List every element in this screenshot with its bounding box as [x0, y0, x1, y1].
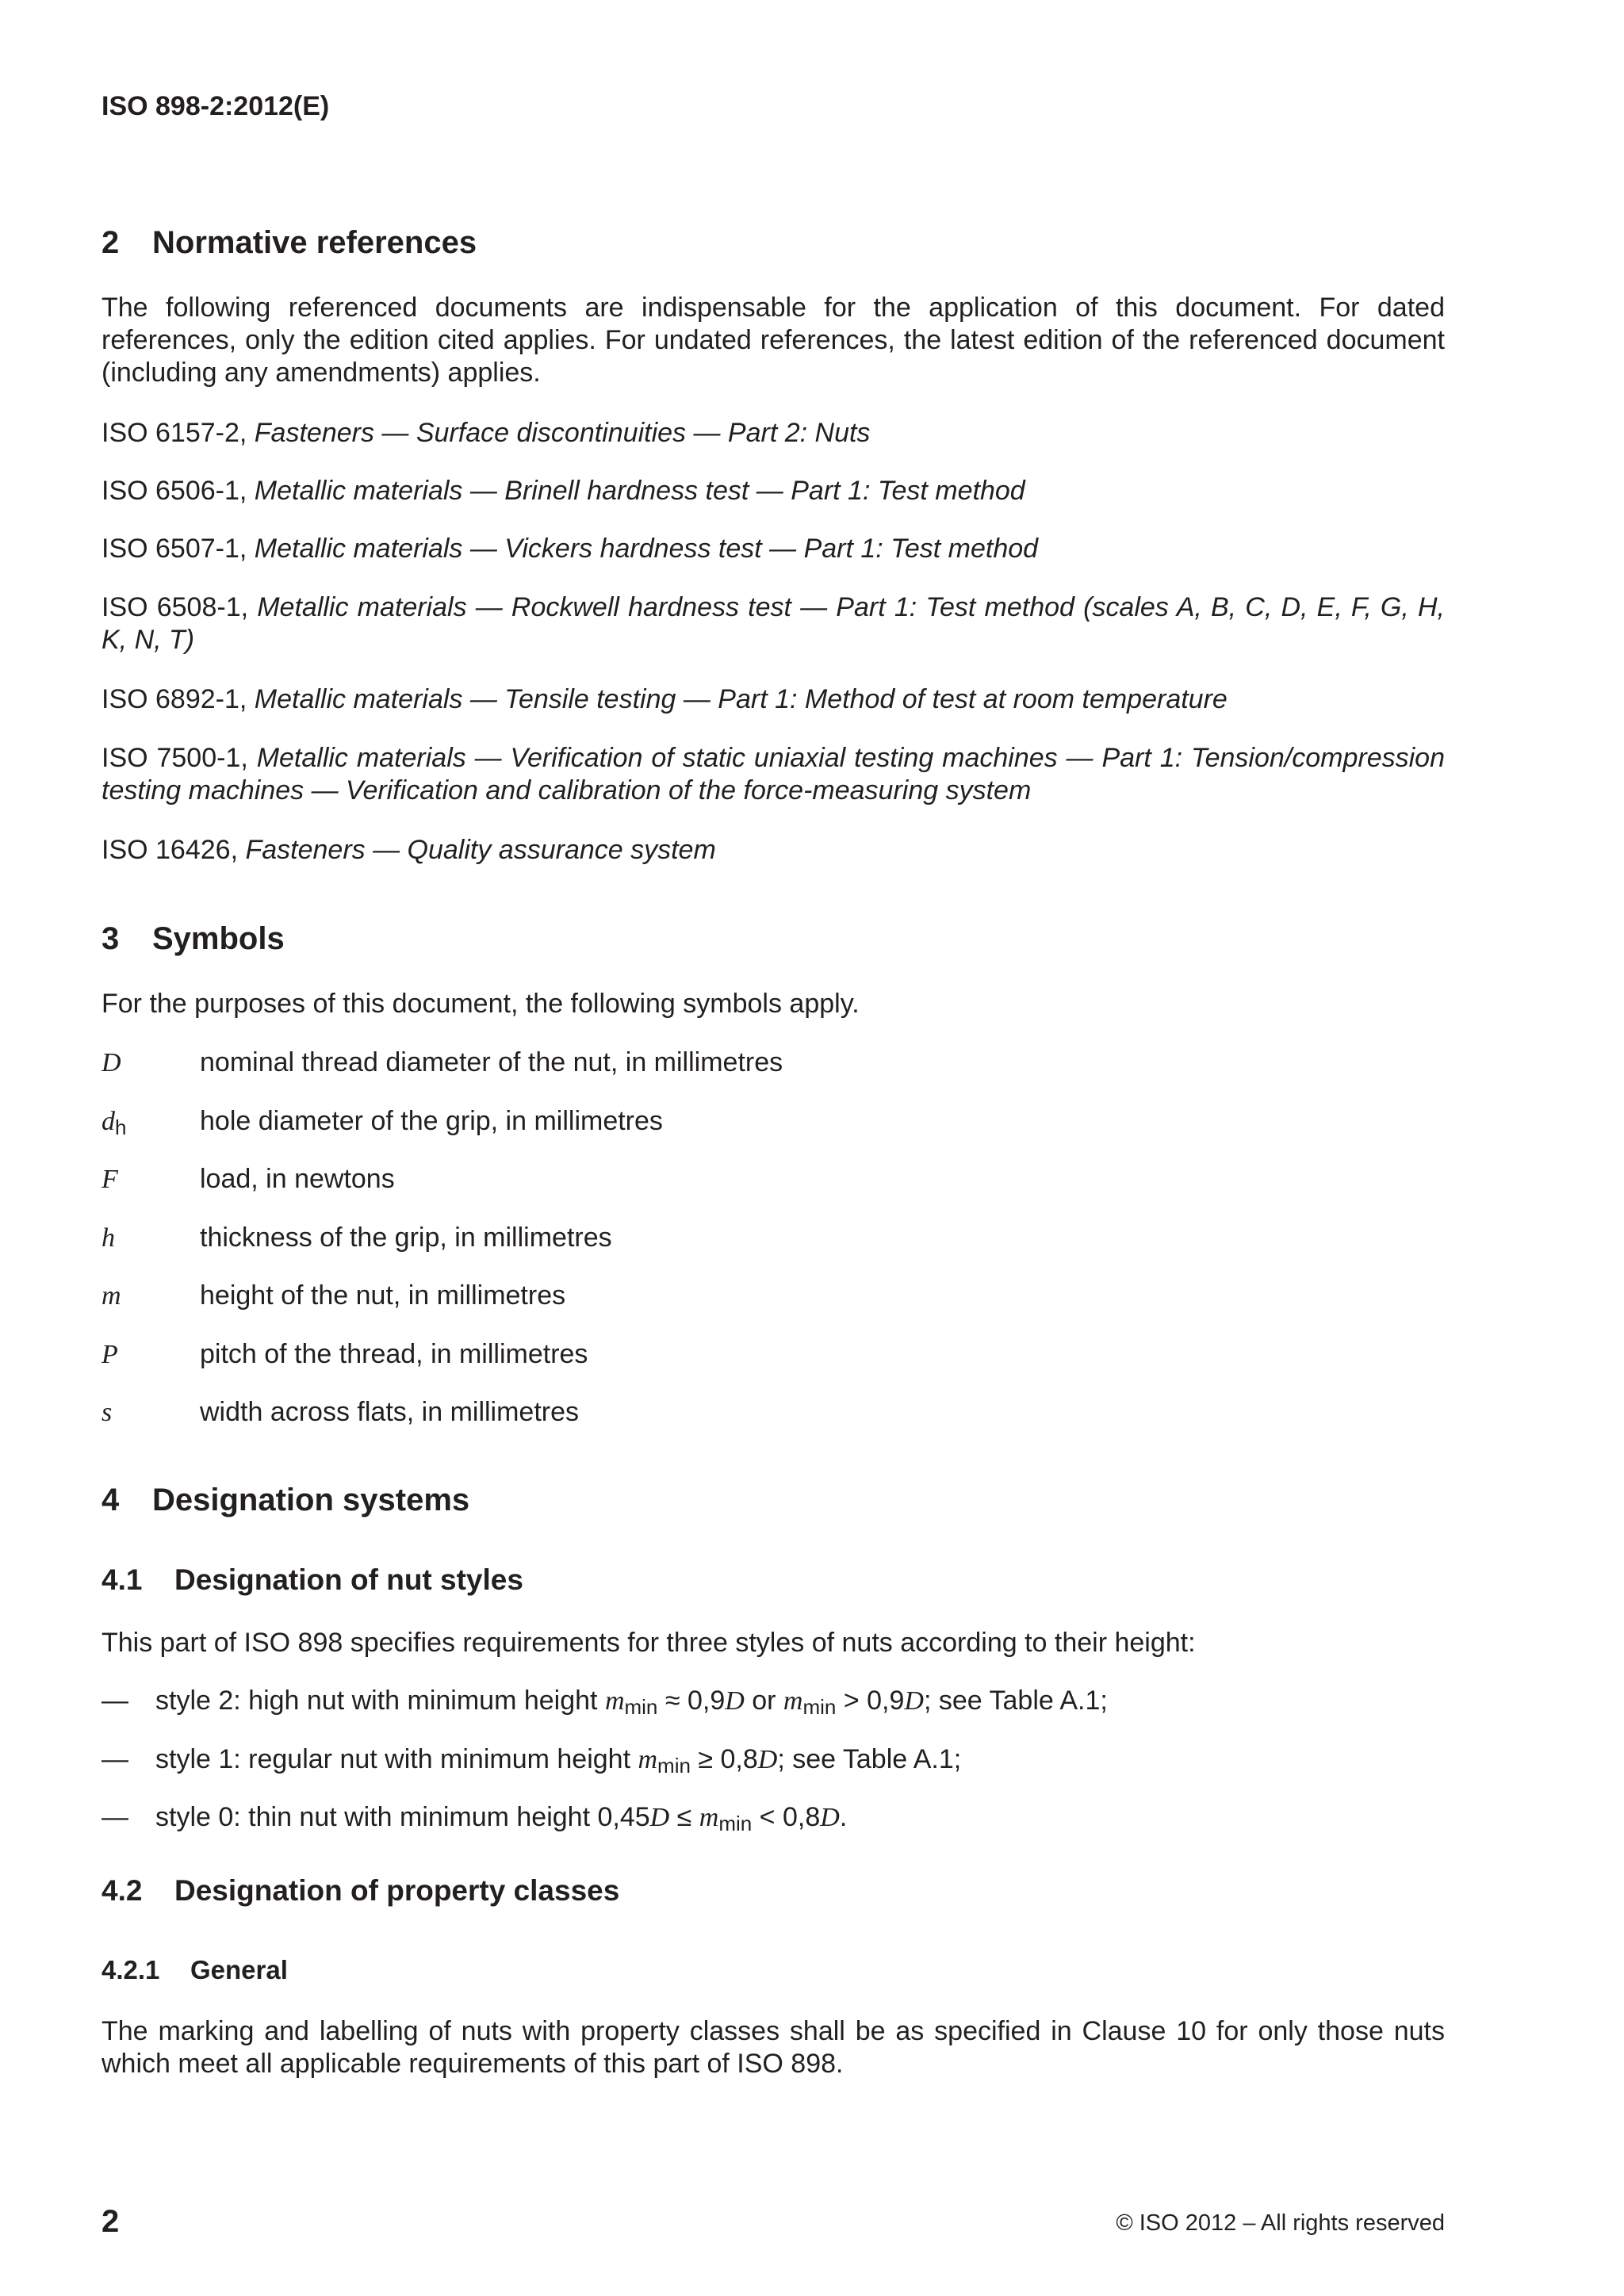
nut-style-text: style 2: high nut with minimum height $m_{min} \approx 0,9D$ or $m_{min} > 0,9D$; see Table A.1; — [155, 1686, 1108, 1719]
general-paragraph: The marking and labelling of nuts with property classes shall be as specified in Clause 10 for only those nuts which meet all applicable requirements of this part of ISO 898. — [102, 2016, 1445, 2079]
section-title: Symbols — [152, 921, 285, 956]
subsection-4-2-1-heading — [102, 1955, 288, 1985]
reference-item: ISO 6157-2, Fasteners — Surface discontinuities — Part 2: Nuts — [102, 418, 871, 448]
nut-style-text: style 0: thin nut with minimum height $0,45D \le m_{min} < 0,8D$. — [155, 1802, 848, 1835]
document-id: ISO 898-2:2012(E) — [102, 91, 330, 121]
subsection-number: 4.1 — [102, 1563, 143, 1596]
symbol: D — [102, 1048, 121, 1077]
reference-item: ISO 6892-1, Metallic materials — Tensile testing — Part 1: Method of test at room temperature — [102, 684, 1228, 714]
symbol-description: hole diameter of the grip, in millimetres — [200, 1106, 663, 1136]
section-number: 4 — [102, 1483, 120, 1517]
symbol-description: load, in newtons — [200, 1164, 395, 1194]
subsection-title: Designation of nut styles — [174, 1563, 523, 1596]
symbol: P — [102, 1340, 118, 1369]
symbol: F — [102, 1165, 118, 1194]
symbol: s — [102, 1398, 113, 1427]
section-title: Designation systems — [152, 1483, 470, 1517]
section-3-heading — [102, 921, 285, 957]
list-dash: — — [102, 1686, 128, 1716]
symbol-description: pitch of the thread, in millimetres — [200, 1339, 588, 1369]
symbol: h — [102, 1223, 115, 1253]
section-title: Normative references — [152, 225, 477, 260]
symbol: $d_h$ — [102, 1107, 127, 1139]
reference-item: ISO 6506-1, Metallic materials — Brinell hardness test — Part 1: Test method — [102, 476, 1025, 506]
nut-styles-intro: This part of ISO 898 specifies requirements for three styles of nuts according to their height: — [102, 1628, 1196, 1658]
section-number: 3 — [102, 921, 120, 956]
reference-item: ISO 6508-1, Metallic materials — Rockwell hardness test — Part 1: Test method (scales A, B, C, D, E, F, G, H, K, N, T) — [102, 592, 1445, 655]
subsection-title: General — [190, 1955, 288, 1984]
symbols-intro: For the purposes of this document, the following symbols apply. — [102, 989, 860, 1019]
page-number: 2 — [102, 2204, 120, 2239]
normative-intro: The following referenced documents are indispensable for the application of this document. For dated references, only the edition cited applies. For undated references, the latest edition of the referenced document (including any amendments) applies. — [102, 293, 1445, 388]
reference-item: ISO 6507-1, Metallic materials — Vickers hardness test — Part 1: Test method — [102, 534, 1039, 564]
subsection-number: 4.2 — [102, 1874, 143, 1907]
section-2-heading — [102, 225, 477, 261]
symbol-description: nominal thread diameter of the nut, in millimetres — [200, 1047, 783, 1077]
subsection-4-1-heading — [102, 1563, 523, 1597]
nut-style-text: style 1: regular nut with minimum height $m_{min} \ge 0,8D$; see Table A.1; — [155, 1744, 962, 1777]
section-4-heading — [102, 1483, 469, 1518]
symbol-description: width across flats, in millimetres — [200, 1397, 580, 1427]
symbol: m — [102, 1281, 121, 1311]
symbol-description: thickness of the grip, in millimetres — [200, 1223, 612, 1253]
copyright-notice: © ISO 2012 – All rights reserved — [1116, 2210, 1445, 2236]
section-number: 2 — [102, 225, 120, 260]
reference-item: ISO 16426, Fasteners — Quality assurance system — [102, 835, 716, 865]
subsection-number: 4.2.1 — [102, 1955, 160, 1984]
subsection-4-2-heading — [102, 1874, 619, 1908]
reference-item: ISO 7500-1, Metallic materials — Verification of static uniaxial testing machines — Part 1: Tension/compression testing machines — Verification and calibration of the force-measuring system — [102, 743, 1445, 806]
list-dash: — — [102, 1802, 128, 1832]
list-dash: — — [102, 1744, 128, 1774]
symbol-description: height of the nut, in millimetres — [200, 1280, 566, 1311]
subsection-title: Designation of property classes — [174, 1874, 620, 1907]
